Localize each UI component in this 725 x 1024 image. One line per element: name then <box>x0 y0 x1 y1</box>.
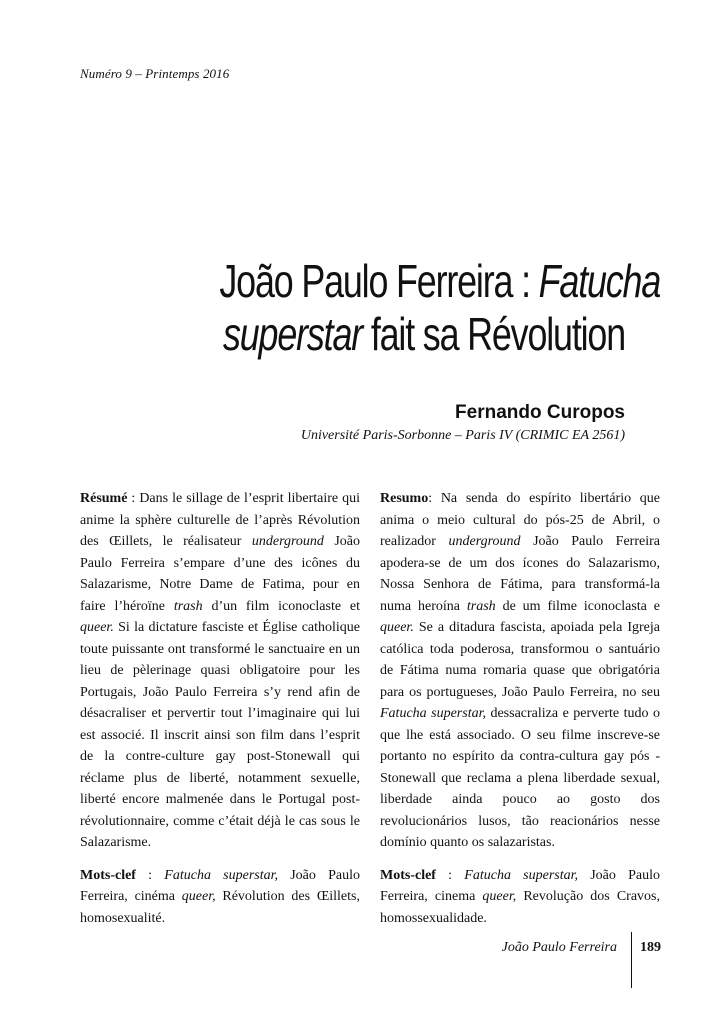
page-number: 189 <box>640 940 661 955</box>
abstract-label: Resumo <box>380 491 429 506</box>
article-title <box>219 255 661 361</box>
title-line-1 <box>219 255 661 308</box>
abstract-italic: underground <box>448 534 521 549</box>
title-italic-1: Fatucha <box>538 255 661 307</box>
footer-divider <box>631 932 632 988</box>
keywords-italic: Fatucha superstar, <box>164 867 279 883</box>
abstract-text: : Na senda do espírito libertário que anima o meio cultural do pós-25 de Abril, o realizador <box>380 491 660 549</box>
title-text-2: fait sa Révolution <box>362 308 625 360</box>
abstract-italic: underground <box>251 534 324 549</box>
running-title: João Paulo Ferreira <box>501 940 617 955</box>
keywords-text: João Paulo Ferreira, cinéma <box>80 867 360 904</box>
abstract-italic: Fatucha superstar, <box>380 706 486 721</box>
abstract-text: João Paulo Ferreira apodera-se de um dos ícones do Salazarismo, Nossa Senhora de Fátima, para transformá-la numa heroína <box>380 534 660 614</box>
abstract-text: de um filme iconoclasta e <box>495 598 660 614</box>
issue-header: Numéro 9 – Printemps 2016 <box>80 66 230 81</box>
author-block <box>301 401 625 446</box>
keywords-text: : <box>135 867 165 883</box>
title-italic-2: superstar <box>222 308 363 360</box>
keywords-text: : <box>435 867 465 883</box>
abstract-text: d’un film iconoclaste et <box>202 598 360 614</box>
keywords-text: João Paulo Ferreira, cinema <box>380 867 660 904</box>
abstract-portuguese <box>380 488 660 854</box>
keywords-label: Mots-clef <box>380 867 436 883</box>
keywords-italic: queer, <box>482 889 517 904</box>
keywords-text: Révolution des Œillets, homosexualité. <box>80 889 360 926</box>
abstract-column-portuguese <box>380 488 660 929</box>
abstract-italic: trash <box>466 598 496 614</box>
keywords-label: Mots-clef <box>80 867 136 883</box>
keywords-french <box>80 865 360 930</box>
keywords-text: Revolução dos Cravos, homossexualidade. <box>380 889 660 926</box>
abstract-text: Si la dictature fasciste et Église catholique toute puissante ont transformé le sanctuaire en un lieu de pèlerinage quasi obligatoire pour les Portugais, João Paulo Ferreira s’y rend afin de désacraliser et pervertir tout l’imaginaire qui lui est associé. Il inscrit ainsi son film dans l’esprit de la contre-culture gay post-Stonewall qui réclame plus de liberté, notamment sexuelle, liberté encore malmenée dans le Portugal post-révolutionnaire, comme c’était déjà le cas sous le Salazarisme. <box>80 620 360 850</box>
abstract-column-french <box>80 488 360 929</box>
keywords-portuguese <box>380 865 660 930</box>
title-line-2 <box>219 308 625 361</box>
abstract-text: João Paulo Ferreira s’empare d’une des icônes du Salazarisme, Notre Dame de Fatima, pour en faire l’héroïne <box>80 534 361 614</box>
abstract-italic: trash <box>173 598 203 614</box>
abstract-italic: queer. <box>80 620 114 635</box>
abstract-french <box>80 488 360 854</box>
keywords-italic: Fatucha superstar, <box>464 867 579 883</box>
author-affiliation: Université Paris-Sorbonne – Paris IV (CRIMIC EA 2561) <box>300 428 625 443</box>
abstract-text: : Dans le sillage de l’esprit libertaire qui anime la sphère culturelle de l’après Révolution des Œillets, le réalisateur <box>80 491 360 549</box>
abstract-label: Résumé <box>80 491 128 506</box>
title-text-1: João Paulo Ferreira : <box>219 255 539 307</box>
abstract-text: dessacraliza e perverte tudo o que lhe está associado. O seu filme inscreve-se portanto no espírito da contra-cultura gay pós -Stonewall que reclama a plena liberdade sexual, liberdade ainda pouco ao gosto dos revolucionários lusos, tão reacionários nesse domínio quanto os salazaristas. <box>380 706 660 850</box>
abstract-text: Se a ditadura fascista, apoiada pela Igreja católica toda poderosa, transformou o santuário de Fátima numa romaria quase que obrigatória para os portugueses, João Paulo Ferreira, no seu <box>380 620 660 700</box>
author-name: Fernando Curopos <box>455 402 625 423</box>
keywords-italic: queer, <box>181 889 216 904</box>
abstract-italic: queer. <box>380 620 414 635</box>
